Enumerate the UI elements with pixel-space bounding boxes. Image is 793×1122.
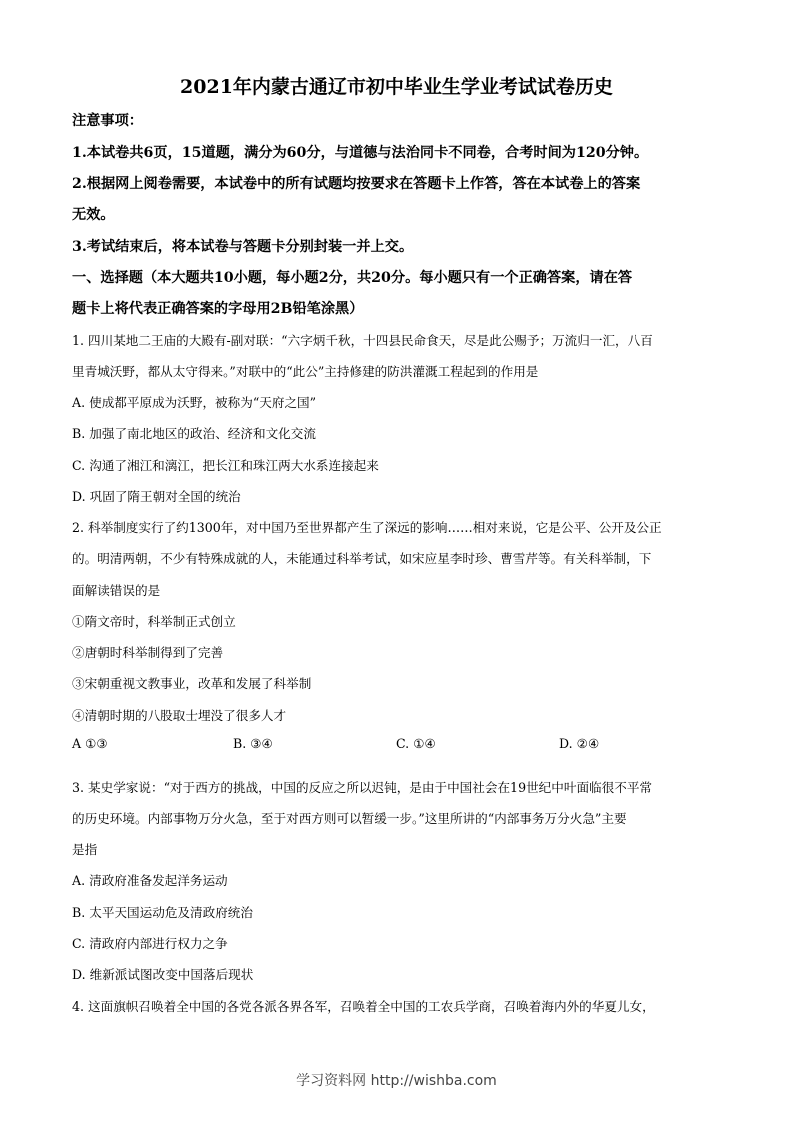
- q3-option-c: C. 清政府内部进行权力之争: [72, 936, 228, 951]
- q1-stem-line-1: 1. 四川某地二王庙的大殿有-副对联：“六字炳千秋，十四县民命食天，尽是此公赐予；万流归一汇，八百: [72, 333, 653, 348]
- q3-stem-line-3: 是指: [72, 842, 98, 857]
- q2-statement-3: ③宋朝重视文教事业，改革和发展了科举制: [72, 676, 312, 691]
- notice-item-1: 1.本试卷共6页，15道题，满分为60分，与道德与法治同卡不同卷，合考时间为120分钟。: [72, 145, 649, 161]
- section-heading-line-1: 一、选择题（本大题共10小题，每小题2分，共20分。每小题只有一个正确答案，请在答: [72, 270, 633, 286]
- q3-stem-line-1: 3. 某史学家说：“对于西方的挑战，中国的反应之所以迟钝，是由于中国社会在19世纪中叶面临很不平常: [72, 780, 653, 795]
- q3-stem-line-2: 的历史环境。内部事物万分火急，至于对西方则可以暂缓一步。”这里所讲的“内部事务万分火急”主要: [72, 811, 627, 826]
- q2-stem-line-2: 的。明清两朝，不少有特殊成就的人，未能通过科举考试，如宋应星李时珍、曹雪芹等。有关科举制，下: [72, 551, 652, 566]
- q2-statement-1: ①隋文帝时，科举制正式创立: [72, 614, 236, 629]
- q1-option-a: A. 使成都平原成为沃野，被称为“天府之国”: [72, 395, 317, 410]
- notice-item-3: 3.考试结束后，将本试卷与答题卡分别封装一并上交。: [72, 239, 414, 255]
- notice-item-2: 2.根据网上阅卷需要，本试卷中的所有试题均按要求在答题卡上作答，答在本试卷上的答案: [72, 176, 641, 192]
- q1-stem-line-2: 里青城沃野，都从太守得来。”对联中的“此公”主持修建的防洪灌溉工程起到的作用是: [72, 364, 539, 379]
- q2-option-c: C. ①④: [396, 736, 436, 751]
- q2-statement-4: ④清朝时期的八股取士埋没了很多人才: [72, 708, 287, 723]
- q3-option-a: A. 清政府准备发起洋务运动: [72, 873, 228, 888]
- q1-option-c: C. 沟通了湘江和漓江，把长江和珠江两大水系连接起来: [72, 458, 379, 473]
- q3-option-d: D. 维新派试图改变中国落后现状: [72, 967, 254, 982]
- q2-stem-line-1: 2. 科举制度实行了约1300年，对中国乃至世界都产生了深远的影响……相对来说，它是公平、公开及公正: [72, 520, 662, 535]
- q2-option-a: A ①③: [72, 736, 108, 751]
- q1-option-b: B. 加强了南北地区的政治、经济和文化交流: [72, 426, 316, 441]
- q2-statement-2: ②唐朝时科举制得到了完善: [72, 645, 224, 660]
- q1-option-d: D. 巩固了隋王朝对全国的统治: [72, 489, 241, 504]
- q2-option-d: D. ②④: [559, 736, 600, 751]
- q4-stem-line-1: 4. 这面旗帜召唤着全中国的各党各派各界各军，召唤着全中国的工农兵学商，召唤着海内外的华夏儿女，: [72, 999, 655, 1014]
- q2-stem-line-3: 面解读错误的是: [72, 583, 161, 598]
- q3-option-b: B. 太平天国运动危及清政府统治: [72, 905, 253, 920]
- page-title: 2021年内蒙古通辽市初中毕业生学业考试试卷历史: [180, 76, 613, 98]
- section-heading-line-2: 题卡上将代表正确答案的字母用2B铅笔涂黑）: [72, 301, 364, 317]
- notice-item-2-cont: 无效。: [72, 207, 115, 223]
- q2-option-b: B. ③④: [233, 736, 273, 751]
- footer-watermark: 学习资料网 http://wishba.com: [296, 1073, 497, 1089]
- notice-heading: 注意事项：: [72, 113, 143, 129]
